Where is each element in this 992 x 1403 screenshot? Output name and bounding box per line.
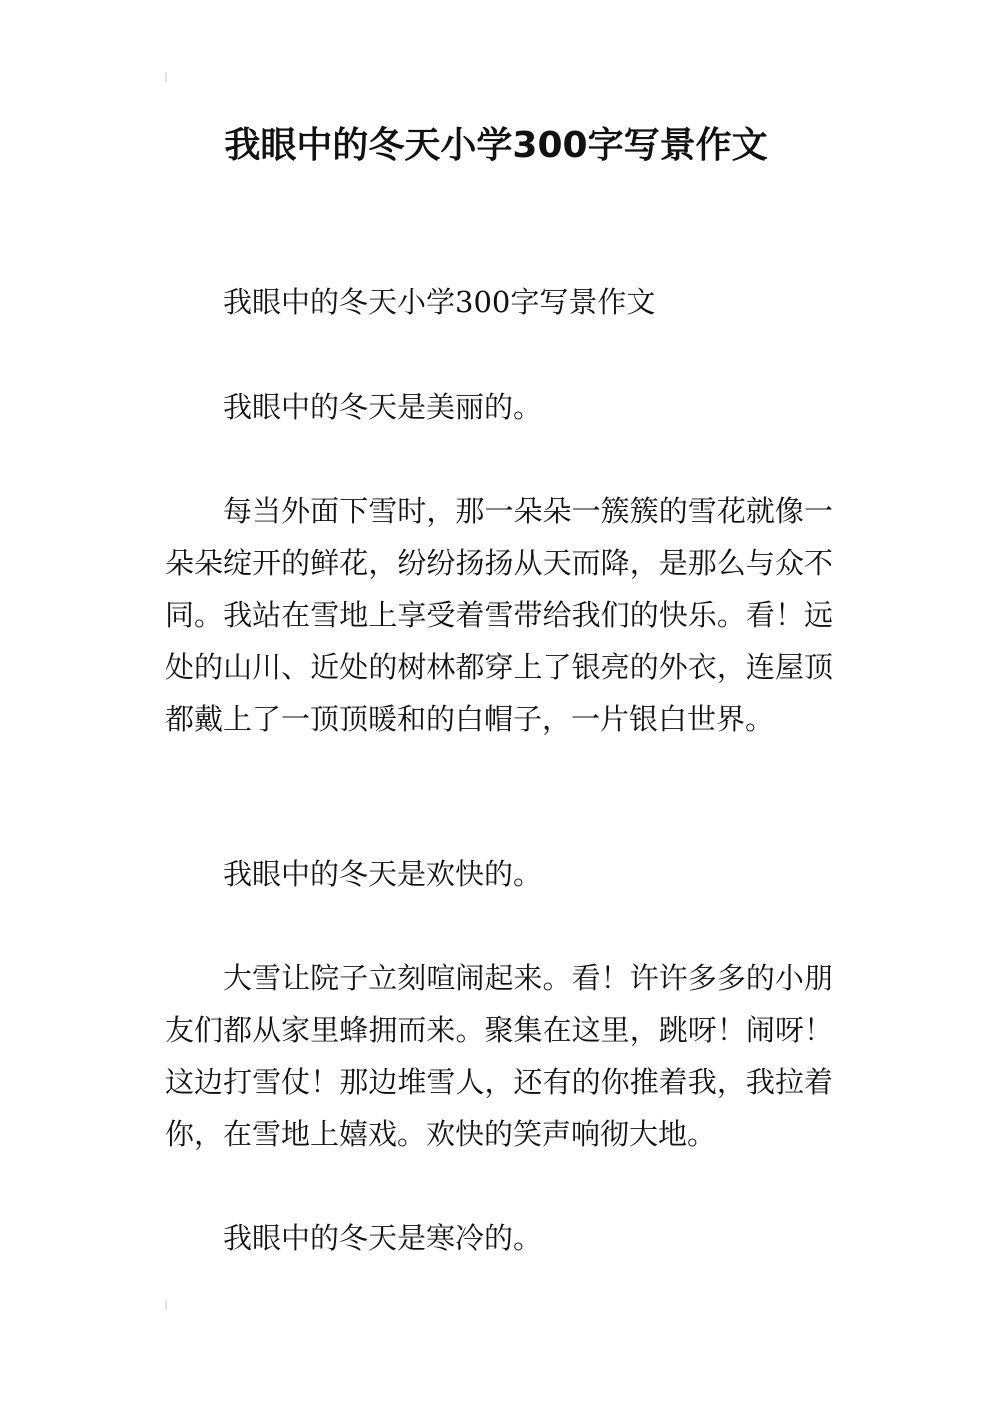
paragraph-beautiful-heading: 我眼中的冬天是美丽的。 xyxy=(223,390,543,424)
paragraph-joyful-heading: 我眼中的冬天是欢快的。 xyxy=(223,857,543,891)
paragraph-subtitle: 我眼中的冬天小学300字写景作文 xyxy=(223,285,656,319)
paragraph-playing-description: 大雪让院子立刻喧闹起来。看！许许多多的小朋友们都从家里蜂拥而来。聚集在这里，跳呀！闹呀！这边打雪仗！那边堆雪人，还有的你推着我，我拉着你，在雪地上嬉戏。欢快的笑声响彻大地。 xyxy=(165,961,833,1151)
document-title: 我眼中的冬天小学300字写景作文 xyxy=(224,125,768,166)
margin-mark xyxy=(165,72,167,82)
paragraph-snow-description: 每当外面下雪时，那一朵朵一簇簇的雪花就像一朵朵绽开的鲜花，纷纷扬扬从天而降，是那么与众不同。我站在雪地上享受着雪带给我们的快乐。看！远处的山川、近处的树林都穿上了银亮的外衣，连屋顶都戴上了一顶顶暖和的白帽子，一片银白世界。 xyxy=(165,494,833,736)
paragraph-cold-heading: 我眼中的冬天是寒冷的。 xyxy=(223,1221,543,1255)
margin-mark xyxy=(165,1300,167,1310)
